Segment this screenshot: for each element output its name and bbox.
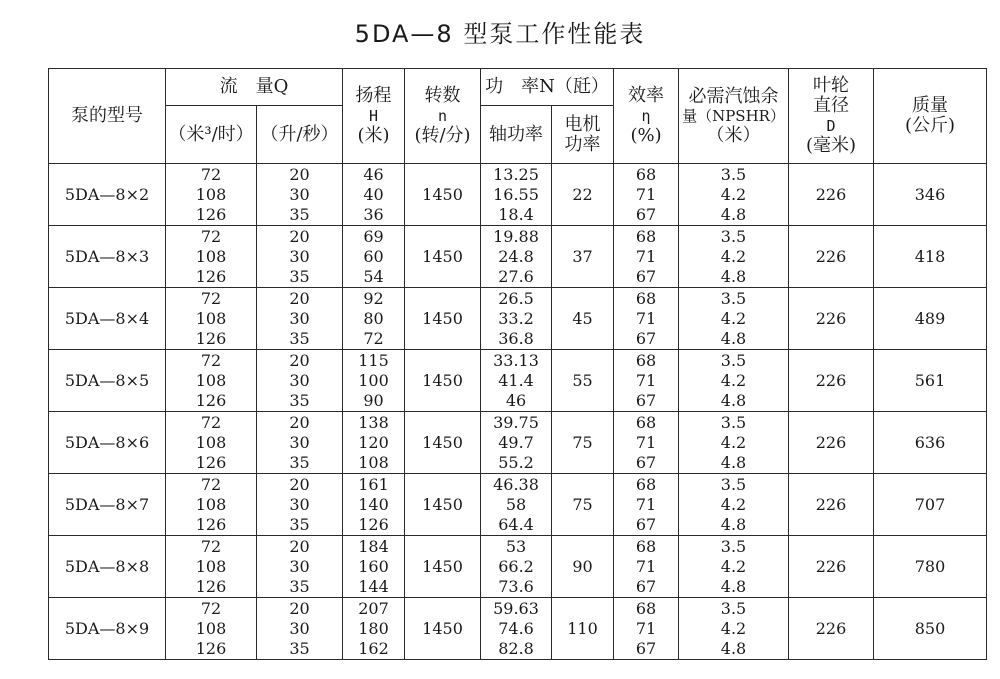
cell-flow-m3h-value: 126 <box>195 576 227 596</box>
cell-model: 5DA—8×8 <box>49 536 166 598</box>
cell-head-value: 92 <box>363 288 384 308</box>
cell-npshr <box>679 412 789 474</box>
cell-shaft-power-value: 24.8 <box>498 246 534 266</box>
cell-flow-ls-value: 20 <box>289 474 310 494</box>
cell-head-value: 40 <box>363 184 384 204</box>
cell-flow-ls <box>257 412 343 474</box>
header-npshr-line2: 量（NPSHR） <box>682 106 785 125</box>
cell-head-value: 46 <box>363 164 384 184</box>
cell-speed: 1450 <box>405 412 481 474</box>
cell-shaft-power <box>481 164 552 226</box>
header-speed-symbol: n <box>438 107 448 125</box>
cell-speed: 1450 <box>405 226 481 288</box>
cell-npshr-value: 4.8 <box>720 204 747 224</box>
cell-head-value: 120 <box>358 432 389 452</box>
table-row <box>49 412 987 474</box>
cell-head-value: 72 <box>363 328 384 348</box>
cell-model: 5DA—8×9 <box>49 598 166 660</box>
cell-head <box>343 350 405 412</box>
header-flow: 流 量Q <box>166 69 343 106</box>
cell-head-value: 180 <box>358 618 389 638</box>
cell-head-value: 160 <box>358 556 389 576</box>
cell-head-value: 161 <box>358 474 389 494</box>
header-motor-line2: 功率 <box>564 133 601 155</box>
cell-npshr-value: 4.2 <box>720 494 747 514</box>
cell-flow-ls-value: 30 <box>289 370 310 390</box>
cell-shaft-power-value: 73.6 <box>498 576 534 596</box>
cell-flow-ls <box>257 226 343 288</box>
cell-model: 5DA—8×6 <box>49 412 166 474</box>
header-eff-symbol: η <box>641 107 651 125</box>
header-impeller-line4: (毫米) <box>805 135 857 156</box>
cell-efficiency-value: 67 <box>635 204 657 224</box>
cell-flow-ls-value: 30 <box>289 556 310 576</box>
cell-npshr-value: 4.2 <box>720 308 747 328</box>
cell-flow-m3h-value: 72 <box>200 164 222 184</box>
cell-npshr-value: 4.2 <box>720 246 747 266</box>
cell-mass: 346 <box>874 164 987 226</box>
cell-head-value: 100 <box>358 370 389 390</box>
cell-efficiency-value: 68 <box>635 536 657 556</box>
cell-flow-ls-value: 30 <box>289 246 310 266</box>
cell-efficiency-value: 71 <box>635 184 657 204</box>
cell-head <box>343 474 405 536</box>
cell-impeller: 226 <box>789 288 874 350</box>
cell-npshr-value: 3.5 <box>720 288 747 308</box>
header-flow-m3h: （米³/时） <box>166 106 257 164</box>
cell-shaft-power-value: 33.2 <box>498 308 534 328</box>
table-row <box>49 598 987 660</box>
cell-speed: 1450 <box>405 474 481 536</box>
header-speed-top: 转数 <box>424 85 461 106</box>
header-motor-line1: 电机 <box>564 113 601 135</box>
cell-flow-ls <box>257 350 343 412</box>
header-power: 功 率N（瓩） <box>481 69 614 106</box>
cell-flow-ls-value: 30 <box>289 432 310 452</box>
cell-head-value: 36 <box>363 204 384 224</box>
header-eff-unit: (%) <box>630 125 662 146</box>
cell-flow-m3h-value: 108 <box>195 432 227 452</box>
header-npshr <box>679 69 789 164</box>
cell-shaft-power-value: 27.6 <box>498 266 534 286</box>
cell-shaft-power-value: 19.88 <box>493 226 539 246</box>
cell-efficiency <box>614 288 679 350</box>
cell-npshr-value: 4.8 <box>720 452 747 472</box>
cell-flow-m3h-value: 108 <box>195 184 227 204</box>
cell-shaft-power-value: 16.55 <box>493 184 539 204</box>
header-impeller-line1: 叶轮 <box>813 75 850 96</box>
cell-head-value: 90 <box>363 390 384 410</box>
cell-head <box>343 412 405 474</box>
header-head-top: 扬程 <box>355 85 392 106</box>
cell-flow-ls-value: 30 <box>289 494 310 514</box>
cell-head-value: 69 <box>363 226 384 246</box>
cell-speed: 1450 <box>405 598 481 660</box>
header-impeller-line3: D <box>826 117 836 135</box>
header-speed <box>405 69 481 164</box>
cell-mass: 561 <box>874 350 987 412</box>
cell-flow-m3h-value: 126 <box>195 452 227 472</box>
cell-head <box>343 164 405 226</box>
cell-impeller: 226 <box>789 474 874 536</box>
cell-motor-power: 55 <box>552 350 614 412</box>
cell-flow-m3h-value: 108 <box>195 494 227 514</box>
cell-flow-ls-value: 35 <box>289 204 310 224</box>
cell-efficiency-value: 71 <box>635 494 657 514</box>
cell-impeller: 226 <box>789 536 874 598</box>
cell-flow-m3h-value: 126 <box>195 328 227 348</box>
cell-flow-ls-value: 35 <box>289 266 310 286</box>
header-motor-power <box>552 106 614 164</box>
cell-efficiency-value: 67 <box>635 514 657 534</box>
header-speed-unit: (转/分) <box>414 125 471 146</box>
cell-shaft-power-value: 49.7 <box>498 432 534 452</box>
cell-flow-ls <box>257 598 343 660</box>
cell-efficiency-value: 68 <box>635 226 657 246</box>
cell-npshr-value: 3.5 <box>720 598 747 618</box>
cell-npshr-value: 3.5 <box>720 474 747 494</box>
cell-npshr <box>679 474 789 536</box>
cell-shaft-power <box>481 474 552 536</box>
cell-head-value: 126 <box>358 514 389 534</box>
cell-motor-power: 22 <box>552 164 614 226</box>
cell-flow-ls <box>257 474 343 536</box>
cell-motor-power: 90 <box>552 536 614 598</box>
cell-flow-ls-value: 35 <box>289 390 310 410</box>
cell-impeller: 226 <box>789 598 874 660</box>
cell-efficiency <box>614 226 679 288</box>
cell-head-value: 207 <box>358 598 389 618</box>
cell-npshr <box>679 536 789 598</box>
cell-flow-m3h-value: 126 <box>195 390 227 410</box>
cell-model: 5DA—8×3 <box>49 226 166 288</box>
cell-flow-m3h-value: 72 <box>200 350 222 370</box>
cell-shaft-power-value: 66.2 <box>498 556 534 576</box>
cell-shaft-power-value: 39.75 <box>493 412 539 432</box>
cell-efficiency-value: 68 <box>635 164 657 184</box>
cell-impeller: 226 <box>789 412 874 474</box>
cell-shaft-power-value: 59.63 <box>493 598 539 618</box>
cell-npshr <box>679 288 789 350</box>
cell-npshr-value: 4.8 <box>720 328 747 348</box>
cell-npshr-value: 3.5 <box>720 350 747 370</box>
header-impeller-line2: 直径 <box>813 95 850 116</box>
cell-head-value: 144 <box>358 576 389 596</box>
cell-head-value: 115 <box>358 350 389 370</box>
cell-speed: 1450 <box>405 164 481 226</box>
cell-npshr-value: 4.2 <box>720 184 747 204</box>
cell-flow-m3h-value: 126 <box>195 638 227 658</box>
cell-npshr-value: 3.5 <box>720 226 747 246</box>
cell-shaft-power-value: 82.8 <box>498 638 534 658</box>
cell-flow-m3h <box>166 412 257 474</box>
cell-head-value: 80 <box>363 308 384 328</box>
cell-head-value: 60 <box>363 246 384 266</box>
cell-efficiency-value: 68 <box>635 288 657 308</box>
cell-shaft-power-value: 58 <box>505 494 527 514</box>
cell-efficiency <box>614 412 679 474</box>
cell-flow-ls-value: 20 <box>289 412 310 432</box>
cell-motor-power: 45 <box>552 288 614 350</box>
cell-npshr <box>679 226 789 288</box>
cell-efficiency <box>614 350 679 412</box>
cell-efficiency <box>614 474 679 536</box>
cell-shaft-power-value: 33.13 <box>493 350 539 370</box>
table-body <box>49 164 987 660</box>
cell-mass: 780 <box>874 536 987 598</box>
header-head <box>343 69 405 164</box>
cell-flow-m3h-value: 126 <box>195 266 227 286</box>
cell-npshr <box>679 164 789 226</box>
cell-head-value: 54 <box>363 266 384 286</box>
cell-npshr-value: 4.8 <box>720 576 747 596</box>
cell-shaft-power <box>481 598 552 660</box>
cell-efficiency-value: 71 <box>635 246 657 266</box>
cell-flow-m3h-value: 72 <box>200 536 222 556</box>
cell-shaft-power-value: 64.4 <box>498 514 534 534</box>
cell-npshr-value: 3.5 <box>720 164 747 184</box>
cell-flow-m3h-value: 108 <box>195 370 227 390</box>
cell-efficiency-value: 67 <box>635 266 657 286</box>
cell-npshr-value: 4.2 <box>720 618 747 638</box>
cell-flow-m3h-value: 72 <box>200 474 222 494</box>
cell-flow-m3h <box>166 474 257 536</box>
cell-flow-ls-value: 30 <box>289 618 310 638</box>
cell-motor-power: 37 <box>552 226 614 288</box>
cell-efficiency-value: 67 <box>635 576 657 596</box>
cell-model: 5DA—8×5 <box>49 350 166 412</box>
cell-shaft-power-value: 41.4 <box>498 370 534 390</box>
cell-head-value: 184 <box>358 536 389 556</box>
cell-npshr <box>679 598 789 660</box>
cell-efficiency-value: 68 <box>635 598 657 618</box>
cell-flow-m3h <box>166 598 257 660</box>
cell-impeller: 226 <box>789 350 874 412</box>
cell-npshr <box>679 350 789 412</box>
table-row <box>49 474 987 536</box>
cell-shaft-power <box>481 226 552 288</box>
cell-flow-m3h-value: 72 <box>200 226 222 246</box>
cell-flow-ls-value: 20 <box>289 536 310 556</box>
header-eff-top: 效率 <box>628 85 665 106</box>
cell-head-value: 162 <box>358 638 389 658</box>
header-mass-line2: (公斤) <box>904 115 956 136</box>
cell-shaft-power-value: 46 <box>505 390 527 410</box>
cell-flow-ls-value: 20 <box>289 226 310 246</box>
cell-head <box>343 226 405 288</box>
cell-efficiency-value: 71 <box>635 308 657 328</box>
table-header <box>49 69 987 164</box>
cell-mass: 418 <box>874 226 987 288</box>
cell-model: 5DA—8×2 <box>49 164 166 226</box>
cell-npshr-value: 4.8 <box>720 638 747 658</box>
cell-efficiency <box>614 536 679 598</box>
header-efficiency <box>614 69 679 164</box>
cell-npshr-value: 3.5 <box>720 536 747 556</box>
cell-npshr-value: 4.8 <box>720 390 747 410</box>
table-row <box>49 350 987 412</box>
cell-npshr-value: 3.5 <box>720 412 747 432</box>
header-head-unit: (米) <box>357 125 390 146</box>
header-npshr-line1: 必需汽蚀余 <box>688 85 779 107</box>
cell-flow-m3h-value: 126 <box>195 514 227 534</box>
cell-shaft-power-value: 18.4 <box>498 204 534 224</box>
cell-shaft-power-value: 26.5 <box>498 288 534 308</box>
cell-efficiency-value: 67 <box>635 328 657 348</box>
cell-mass: 636 <box>874 412 987 474</box>
cell-speed: 1450 <box>405 536 481 598</box>
cell-shaft-power <box>481 350 552 412</box>
cell-flow-m3h-value: 108 <box>195 556 227 576</box>
cell-flow-ls-value: 30 <box>289 184 310 204</box>
cell-npshr-value: 4.8 <box>720 266 747 286</box>
cell-shaft-power-value: 46.38 <box>493 474 539 494</box>
cell-mass: 489 <box>874 288 987 350</box>
cell-flow-ls-value: 35 <box>289 452 310 472</box>
cell-speed: 1450 <box>405 350 481 412</box>
cell-shaft-power-value: 74.6 <box>498 618 534 638</box>
cell-head <box>343 598 405 660</box>
cell-mass: 850 <box>874 598 987 660</box>
cell-npshr-value: 4.8 <box>720 514 747 534</box>
cell-efficiency-value: 67 <box>635 390 657 410</box>
cell-flow-m3h-value: 72 <box>200 412 222 432</box>
cell-efficiency-value: 71 <box>635 556 657 576</box>
cell-efficiency-value: 71 <box>635 432 657 452</box>
cell-model: 5DA—8×4 <box>49 288 166 350</box>
cell-flow-ls-value: 35 <box>289 638 310 658</box>
cell-flow-m3h <box>166 536 257 598</box>
cell-npshr-value: 4.2 <box>720 432 747 452</box>
cell-head-value: 140 <box>358 494 389 514</box>
cell-flow-ls <box>257 536 343 598</box>
cell-efficiency <box>614 598 679 660</box>
cell-npshr-value: 4.2 <box>720 556 747 576</box>
header-flow-ls: （升/秒） <box>257 106 343 164</box>
header-npshr-line3: （米） <box>706 124 761 146</box>
cell-head <box>343 536 405 598</box>
table-row <box>49 164 987 226</box>
cell-motor-power: 75 <box>552 412 614 474</box>
cell-efficiency-value: 71 <box>635 370 657 390</box>
cell-flow-m3h <box>166 350 257 412</box>
cell-flow-ls-value: 35 <box>289 514 310 534</box>
cell-shaft-power-value: 55.2 <box>498 452 534 472</box>
cell-flow-m3h-value: 108 <box>195 308 227 328</box>
cell-impeller: 226 <box>789 226 874 288</box>
cell-impeller: 226 <box>789 164 874 226</box>
cell-mass: 707 <box>874 474 987 536</box>
cell-shaft-power <box>481 288 552 350</box>
cell-flow-m3h-value: 72 <box>200 598 222 618</box>
cell-flow-m3h <box>166 164 257 226</box>
cell-flow-ls-value: 20 <box>289 598 310 618</box>
cell-flow-m3h-value: 108 <box>195 246 227 266</box>
cell-shaft-power-value: 53 <box>505 536 527 556</box>
cell-head <box>343 288 405 350</box>
cell-flow-m3h <box>166 288 257 350</box>
cell-flow-m3h <box>166 226 257 288</box>
cell-flow-ls-value: 35 <box>289 328 310 348</box>
cell-flow-ls-value: 20 <box>289 164 310 184</box>
header-mass-line1: 质量 <box>912 95 949 116</box>
cell-flow-ls-value: 30 <box>289 308 310 328</box>
table-row <box>49 536 987 598</box>
cell-shaft-power-value: 13.25 <box>493 164 539 184</box>
cell-flow-ls-value: 20 <box>289 288 310 308</box>
cell-flow-ls-value: 20 <box>289 350 310 370</box>
cell-head-value: 108 <box>358 452 389 472</box>
page-title: 5DA—8 型泵工作性能表 <box>354 20 646 48</box>
performance-table <box>48 68 987 660</box>
table-row <box>49 288 987 350</box>
cell-efficiency <box>614 164 679 226</box>
cell-efficiency-value: 67 <box>635 452 657 472</box>
cell-efficiency-value: 68 <box>635 350 657 370</box>
cell-flow-m3h-value: 72 <box>200 288 222 308</box>
cell-speed: 1450 <box>405 288 481 350</box>
cell-flow-ls-value: 35 <box>289 576 310 596</box>
header-impeller <box>789 69 874 164</box>
cell-shaft-power <box>481 536 552 598</box>
header-model: 泵的型号 <box>49 69 166 164</box>
cell-flow-m3h-value: 108 <box>195 618 227 638</box>
cell-efficiency-value: 67 <box>635 638 657 658</box>
table-row <box>49 226 987 288</box>
cell-motor-power: 110 <box>552 598 614 660</box>
header-mass <box>874 69 987 164</box>
cell-flow-m3h-value: 126 <box>195 204 227 224</box>
cell-efficiency-value: 71 <box>635 618 657 638</box>
cell-flow-ls <box>257 288 343 350</box>
cell-head-value: 138 <box>358 412 389 432</box>
header-head-symbol: H <box>369 107 379 125</box>
cell-shaft-power-value: 36.8 <box>498 328 534 348</box>
header-shaft-power: 轴功率 <box>481 106 552 164</box>
cell-model: 5DA—8×7 <box>49 474 166 536</box>
cell-npshr-value: 4.2 <box>720 370 747 390</box>
cell-efficiency-value: 68 <box>635 412 657 432</box>
cell-motor-power: 75 <box>552 474 614 536</box>
cell-flow-ls <box>257 164 343 226</box>
cell-shaft-power <box>481 412 552 474</box>
cell-efficiency-value: 68 <box>635 474 657 494</box>
